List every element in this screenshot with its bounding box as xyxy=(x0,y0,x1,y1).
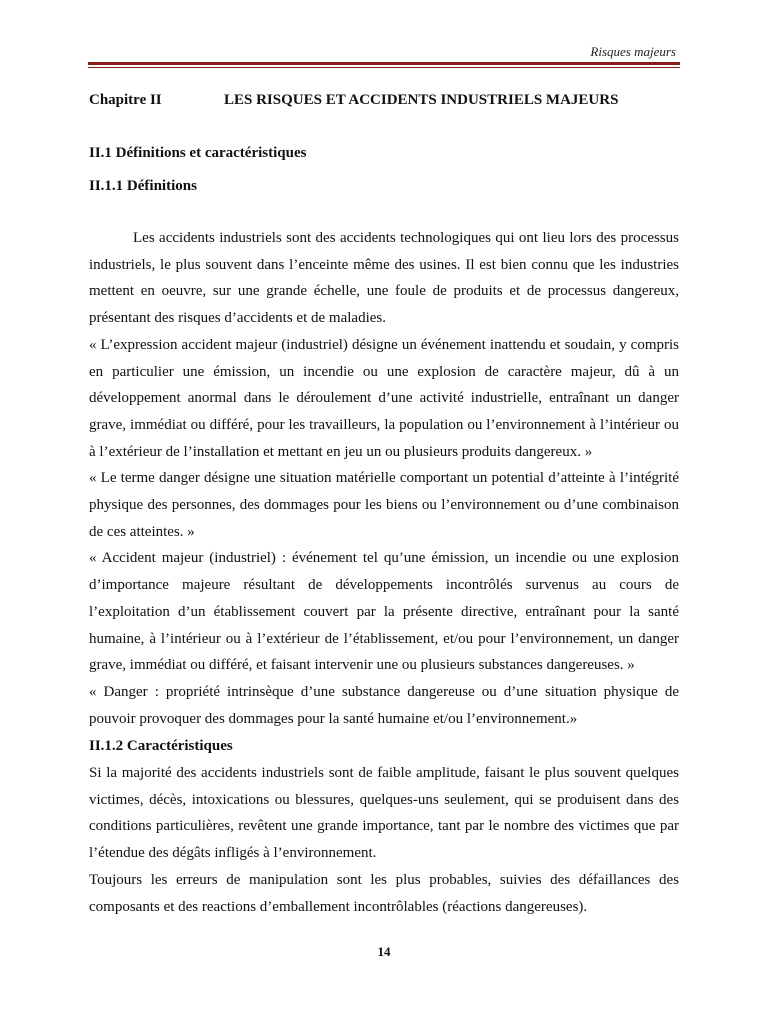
page-number: 14 xyxy=(377,944,391,959)
header-rule-thick xyxy=(88,62,680,65)
section-heading-1: II.1 Définitions et caractéristiques xyxy=(89,145,307,161)
chapter-label: Chapitre II xyxy=(89,92,162,108)
characteristics-body xyxy=(89,760,679,920)
paragraph-quote-danger-propriete: « Danger : propriété intrinsèque d’une substance dangereuse ou d’une situation physique de pouvoir provoquer des dommages pour la santé humaine et/ou l’environnement.» xyxy=(89,683,679,727)
running-header: Risques majeurs xyxy=(590,44,676,59)
paragraph-quote-accident-majeur: « L’expression accident majeur (industriel) désigne un événement inattendu et soudain, y compris en particulier une émission, un incendie ou une explosion de caractère majeur, dû à un développement anormal dans le déroulement d’une activité industrielle, entraînant un danger grave, immédiat ou différé, pour les travailleurs, la population ou l’environnement à l’intérieur ou à l’extérieur de l’installation et mettant en jeu un ou plusieurs produits dangereux. » xyxy=(89,336,679,460)
paragraph-quote-danger-terme: « Le terme danger désigne une situation matérielle comportant un potential d’atteinte à l’intégrité physique des personnes, des dommages pour les biens ou l’environnement ou d’une combinaison de ces atteintes. » xyxy=(89,470,679,540)
paragraph-intro: Les accidents industriels sont des accidents technologiques qui ont lieu lors des processus industriels, le plus souvent dans l’enceinte même des usines. Il est bien connu que les industries mettent en oeuvre, sur une grande échelle, une foule de produits et de processus dangereux, présentant des risques d’accidents et de maladies. xyxy=(89,230,679,327)
header-rule-thin xyxy=(88,67,680,68)
chapter-title: LES RISQUES ET ACCIDENTS INDUSTRIELS MAJEURS xyxy=(224,92,619,108)
paragraph-quote-accident-directive: « Accident majeur (industriel) : événement tel qu’une émission, un incendie ou une explosion d’importance majeure résultant de développements incontrôlés survenus au cours de l’exploitation d’un établissement couvert par la présente directive, entraînant pour la santé humaine, à l’intérieur ou à l’extérieur de l’établissement, et/ou pour l’environnement, un danger grave, immédiat ou différé, et faisant intervenir une ou plusieurs substances dangereuses. » xyxy=(89,550,679,674)
paragraph-characteristics-2: Toujours les erreurs de manipulation sont les plus probables, suivies des défaillances des composants et des reactions d’emballement incontrôlables (réactions dangereuses). xyxy=(89,871,679,915)
section-heading-1-2: II.1.2 Caractéristiques xyxy=(89,738,233,754)
definitions-body xyxy=(89,225,679,732)
paragraph-characteristics-1: Si la majorité des accidents industriels sont de faible amplitude, faisant le plus souvent quelques victimes, décès, intoxications ou blessures, quelques-uns seulement, qui se produisent dans des conditions particulières, revêtent une grande importance, tant par le nombre des victimes que par l’étendue des dégâts infligés à l’environnement. xyxy=(89,765,679,862)
section-heading-1-1: II.1.1 Définitions xyxy=(89,178,197,194)
